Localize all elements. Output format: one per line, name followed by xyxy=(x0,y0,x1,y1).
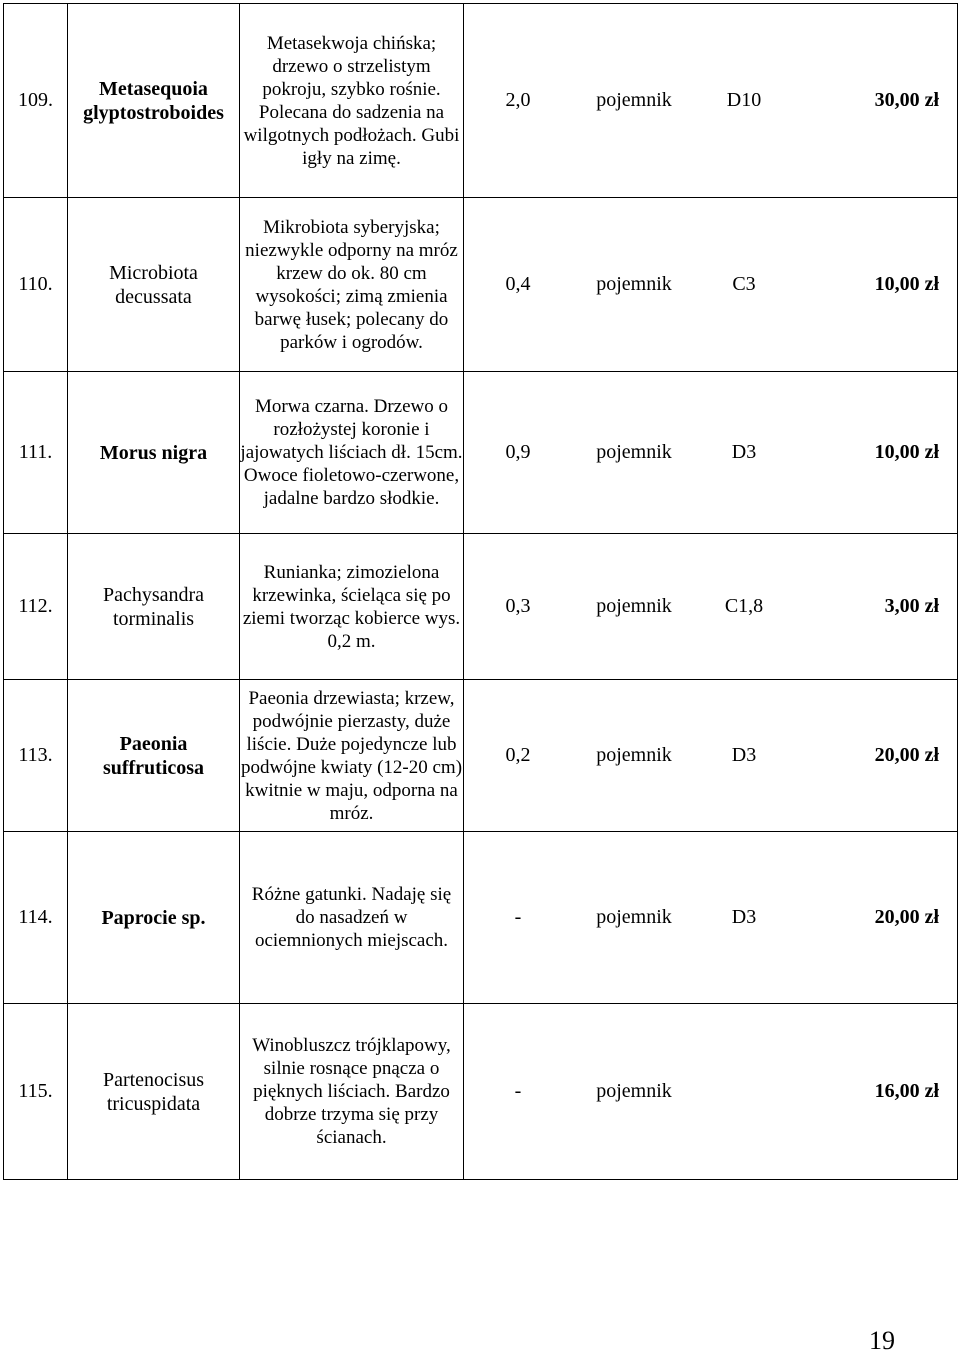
plant-name-line-2: tricuspidata xyxy=(106,1092,201,1115)
table-row xyxy=(4,372,958,534)
container-grade: C3 xyxy=(732,272,756,295)
plant-size: 0,4 xyxy=(505,272,531,295)
row-number: 114. xyxy=(4,832,68,1004)
plant-name xyxy=(68,372,240,534)
plant-info xyxy=(464,534,958,680)
plant-price: 30,00 zł xyxy=(874,88,939,111)
plant-description: Runianka; zimozielona krzewinka, ścieląca się po ziemi tworząc kobierce wys. 0,2 m. xyxy=(240,534,464,680)
plant-size: - xyxy=(514,1079,522,1102)
row-number: 112. xyxy=(4,534,68,680)
plant-name-line-1: Partenocisus xyxy=(102,1068,205,1091)
table-row xyxy=(4,1004,958,1180)
plant-size: 0,3 xyxy=(505,594,531,617)
container-type: pojemnik xyxy=(596,1079,672,1102)
plant-info xyxy=(464,1004,958,1180)
plant-price: 10,00 zł xyxy=(874,440,939,463)
plant-info xyxy=(464,198,958,372)
plant-price: 10,00 zł xyxy=(874,272,939,295)
plant-info xyxy=(464,4,958,198)
container-type: pojemnik xyxy=(596,272,672,295)
plant-name xyxy=(68,1004,240,1180)
row-number: 109. xyxy=(4,4,68,198)
plant-size: 0,9 xyxy=(505,440,531,463)
plant-name-line-2: decussata xyxy=(115,285,192,308)
container-type: pojemnik xyxy=(596,440,672,463)
table-row xyxy=(4,198,958,372)
plant-name-line-1: Pachysandra xyxy=(102,583,205,606)
plant-description: Metasekwoja chińska; drzewo o strzelistym pokroju, szybko rośnie. Polecana do sadzenia na wilgotnych podłożach. Gubi igły na zimę. xyxy=(240,4,464,198)
plant-name xyxy=(68,198,240,372)
plant-info xyxy=(464,372,958,534)
plant-price: 20,00 zł xyxy=(874,743,939,766)
plant-name-line-1: Paprocie sp. xyxy=(101,906,206,929)
row-number: 110. xyxy=(4,198,68,372)
plant-name-line-2: suffruticosa xyxy=(102,756,205,779)
plant-name xyxy=(68,4,240,198)
plant-name xyxy=(68,534,240,680)
container-type: pojemnik xyxy=(596,743,672,766)
table-row xyxy=(4,832,958,1004)
table-row xyxy=(4,680,958,832)
plant-price: 16,00 zł xyxy=(874,1079,939,1102)
table-row xyxy=(4,534,958,680)
plant-info xyxy=(464,680,958,832)
plant-info xyxy=(464,832,958,1004)
row-number: 115. xyxy=(4,1004,68,1180)
container-type: pojemnik xyxy=(596,905,672,928)
row-number: 111. xyxy=(4,372,68,534)
plant-name-line-1: Morus nigra xyxy=(99,441,208,464)
table-body xyxy=(4,4,958,1180)
plant-name xyxy=(68,680,240,832)
plant-description: Winobluszcz trójklapowy, silnie rosnące pnącza o pięknych liściach. Bardzo dobrze trzyma się przy ścianach. xyxy=(240,1004,464,1180)
container-type: pojemnik xyxy=(596,594,672,617)
plant-name-line-1: Metasequoia xyxy=(99,77,208,100)
row-number: 113. xyxy=(4,680,68,832)
container-grade: D3 xyxy=(731,905,757,928)
container-type: pojemnik xyxy=(596,88,672,111)
plant-name xyxy=(68,832,240,1004)
container-grade: D3 xyxy=(731,440,757,463)
plant-price: 20,00 zł xyxy=(874,905,939,928)
page-number: 19 xyxy=(869,1326,895,1355)
plant-description: Różne gatunki. Nadaję się do nasadzeń w ociemnionych miejscach. xyxy=(240,832,464,1004)
plant-description: Mikrobiota syberyjska; niezwykle odporny na mróz krzew do ok. 80 cm wysokości; zimą zmienia barwę łusek; polecany do parków i ogrodów. xyxy=(240,198,464,372)
plant-name-line-1: Microbiota xyxy=(109,261,198,284)
plant-size: 2,0 xyxy=(505,88,531,111)
plant-price-table xyxy=(3,3,958,1180)
plant-price: 3,00 zł xyxy=(884,594,939,617)
plant-name-line-2: torminalis xyxy=(112,607,195,630)
table-row xyxy=(4,4,958,198)
plant-name-line-1: Paeonia xyxy=(119,732,188,755)
container-grade: D10 xyxy=(726,88,762,111)
plant-description: Morwa czarna. Drzewo o rozłożystej koronie i jajowatych liściach dł. 15cm. Owoce fioletowo-czerwone, jadalne bardzo słodkie. xyxy=(240,372,464,534)
container-grade: C1,8 xyxy=(724,594,764,617)
plant-description: Paeonia drzewiasta; krzew, podwójnie pierzasty, duże liście. Duże pojedyncze lub podwójne kwiaty (12-20 cm) kwitnie w maju, odporna na mróz. xyxy=(240,680,464,832)
plant-name-line-2: glyptostroboides xyxy=(83,101,224,124)
plant-size: 0,2 xyxy=(505,743,531,766)
plant-size: - xyxy=(514,905,522,928)
container-grade: D3 xyxy=(731,743,757,766)
